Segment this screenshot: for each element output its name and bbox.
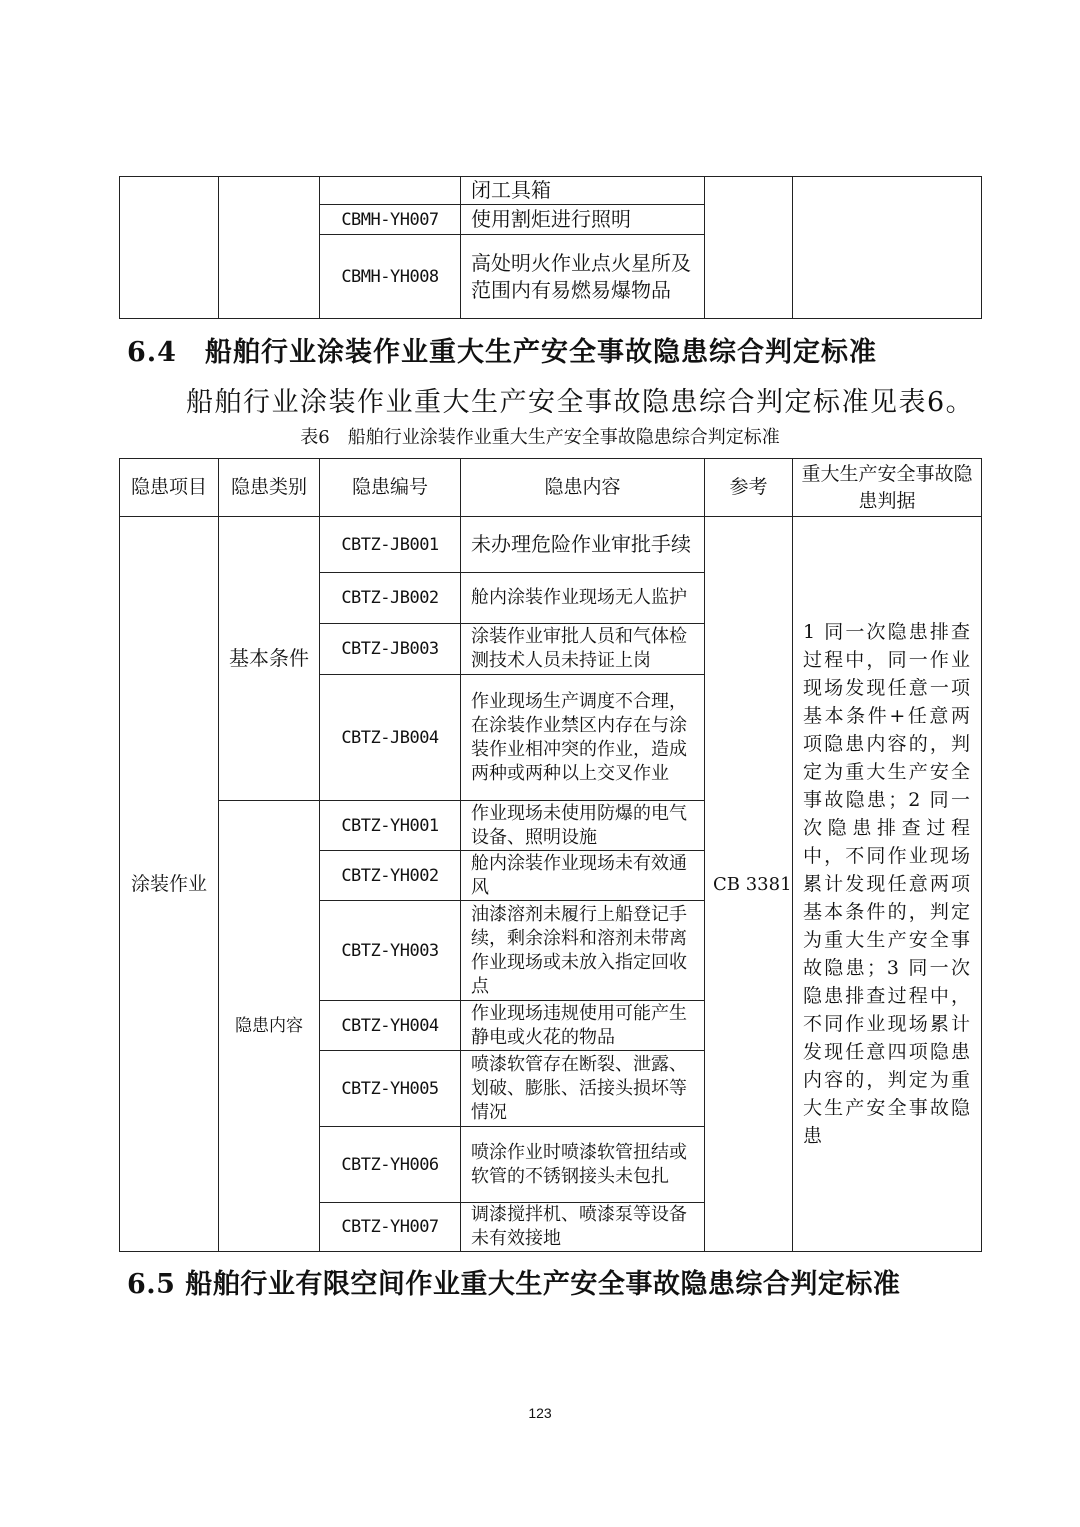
- page-number: 123: [528, 1405, 552, 1421]
- category-cell-hazard: 隐患内容: [219, 801, 320, 1252]
- content-cell: 喷漆软管存在断裂、泄露、划破、膨胀、活接头损坏等情况: [461, 1051, 705, 1127]
- header-item: 隐患项目: [120, 459, 219, 517]
- basis-cell: 1 同一次隐患排查过程中，同一作业现场发现任意一项基本条件+任意两项隐患内容的，判定为重大生产安全事故隐患；2 同一次隐患排查过程中，不同作业现场累计发现任意两项基本条件的，判定为重大生产安全事故隐患；3 同一次隐患排查过程中，不同作业现场累计发现任意四项隐患内容的，判定为重大生产安全事故隐患: [793, 517, 982, 1252]
- reference-cell: CB 3381: [705, 517, 793, 1252]
- content-cell: 涂装作业审批人员和气体检测技术人员未持证上岗: [461, 624, 705, 675]
- code-cell: CBTZ-YH006: [320, 1127, 461, 1203]
- content-cell: 舱内涂装作业现场未有效通风: [461, 851, 705, 901]
- code-cell: CBTZ-YH003: [320, 901, 461, 1001]
- table-6: [119, 458, 982, 1252]
- header-code: 隐患编号: [320, 459, 461, 517]
- empty-reference-cell: [705, 177, 793, 319]
- content-cell: 作业现场生产调度不合理，在涂装作业禁区内存在与涂装作业相冲突的作业，造成两种或两种以上交叉作业: [461, 675, 705, 801]
- content-cell: 调漆搅拌机、喷漆泵等设备未有效接地: [461, 1203, 705, 1252]
- item-cell: 涂装作业: [120, 517, 219, 1252]
- section-heading-6-5: 6.5 船舶行业有限空间作业重大生产安全事故隐患综合判定标准: [127, 1269, 901, 1300]
- content-cell: 未办理危险作业审批手续: [461, 517, 705, 573]
- code-cell: CBTZ-YH007: [320, 1203, 461, 1252]
- content-cell: 高处明火作业点火星所及范围内有易燃易爆物品: [461, 235, 705, 319]
- code-cell: CBMH-YH007: [320, 205, 461, 235]
- content-cell: 闭工具箱: [461, 177, 705, 205]
- section-heading-6-4: 6.4 船舶行业涂装作业重大生产安全事故隐患综合判定标准: [127, 337, 877, 368]
- content-cell: 油漆溶剂未履行上船登记手续，剩余涂料和溶剂未带离作业现场或未放入指定回收点: [461, 901, 705, 1001]
- content-cell: 作业现场未使用防爆的电气设备、照明设施: [461, 801, 705, 851]
- code-cell: CBTZ-JB004: [320, 675, 461, 801]
- content-cell: 使用割炬进行照明: [461, 205, 705, 235]
- code-cell: CBTZ-YH005: [320, 1051, 461, 1127]
- content-cell: 舱内涂装作业现场无人监护: [461, 573, 705, 624]
- content-cell: 喷涂作业时喷漆软管扭结或软管的不锈钢接头未包扎: [461, 1127, 705, 1203]
- content-cell: 作业现场违规使用可能产生静电或火花的物品: [461, 1001, 705, 1051]
- empty-item-cell: [120, 177, 219, 319]
- code-cell: CBMH-YH008: [320, 235, 461, 319]
- section-paragraph: 船舶行业涂装作业重大生产安全事故隐患综合判定标准见表6。: [186, 387, 975, 418]
- header-reference: 参考: [705, 459, 793, 517]
- empty-category-cell: [219, 177, 320, 319]
- table-caption: 表6 船舶行业涂装作业重大生产安全事故隐患综合判定标准: [300, 427, 780, 448]
- code-cell: [320, 177, 461, 205]
- header-content: 隐患内容: [461, 459, 705, 517]
- code-cell: CBTZ-YH002: [320, 851, 461, 901]
- continued-table: [119, 176, 982, 319]
- code-cell: CBTZ-YH001: [320, 801, 461, 851]
- header-category: 隐患类别: [219, 459, 320, 517]
- empty-basis-cell: [793, 177, 982, 319]
- code-cell: CBTZ-JB001: [320, 517, 461, 573]
- header-basis: 重大生产安全事故隐患判据: [793, 459, 982, 517]
- code-cell: CBTZ-YH004: [320, 1001, 461, 1051]
- category-cell-basic: 基本条件: [219, 517, 320, 801]
- code-cell: CBTZ-JB002: [320, 573, 461, 624]
- code-cell: CBTZ-JB003: [320, 624, 461, 675]
